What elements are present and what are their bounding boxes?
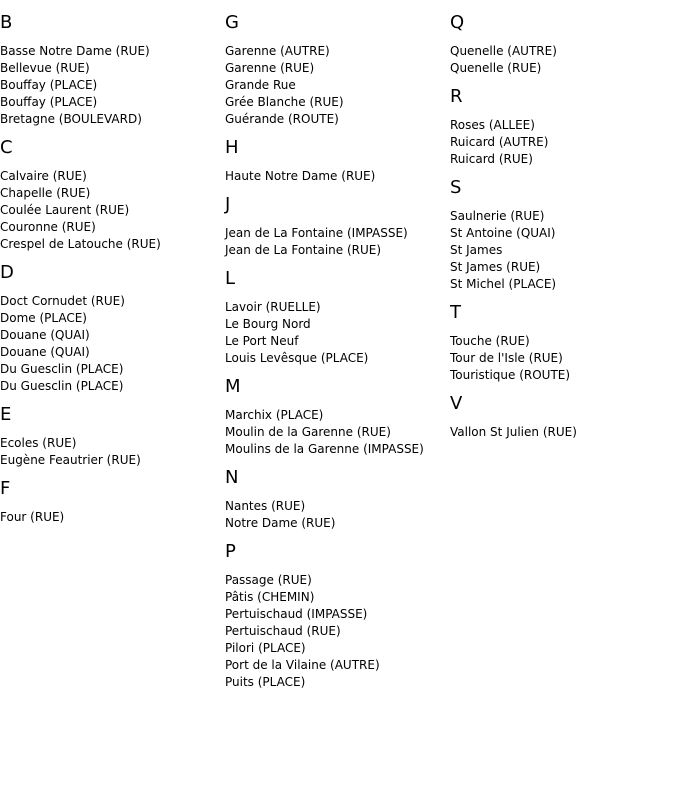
street-list-item[interactable]: Le Port Neuf bbox=[225, 334, 299, 348]
street-list-item[interactable]: Port de la Vilaine (AUTRE) bbox=[225, 658, 380, 672]
letter-heading: R bbox=[450, 86, 463, 107]
letter-heading: G bbox=[225, 12, 239, 33]
street-list bbox=[225, 168, 447, 185]
street-list-item[interactable]: Chapelle (RUE) bbox=[0, 186, 91, 200]
street-list-item[interactable]: Grande Rue bbox=[225, 78, 296, 92]
street-list-item[interactable]: Garenne (AUTRE) bbox=[225, 44, 330, 58]
letter-group bbox=[450, 177, 672, 293]
street-list-item[interactable]: Du Guesclin (PLACE) bbox=[0, 362, 124, 376]
street-list-item[interactable]: Pilori (PLACE) bbox=[225, 641, 306, 655]
street-list-item[interactable]: Coulée Laurent (RUE) bbox=[0, 203, 130, 217]
street-list-item[interactable]: Lavoir (RUELLE) bbox=[225, 300, 321, 314]
street-list-item[interactable]: Ecoles (RUE) bbox=[0, 436, 77, 450]
street-list-item[interactable]: Le Bourg Nord bbox=[225, 317, 311, 331]
street-list-item[interactable]: Pertuischaud (RUE) bbox=[225, 624, 341, 638]
street-list-item[interactable]: St Michel (PLACE) bbox=[450, 277, 557, 291]
street-list-item[interactable]: St James (RUE) bbox=[450, 260, 541, 274]
street-list-item[interactable]: Garenne (RUE) bbox=[225, 61, 315, 75]
letter-heading: L bbox=[225, 268, 236, 289]
letter-group bbox=[225, 376, 447, 458]
letter-heading: S bbox=[450, 177, 462, 198]
street-list-item[interactable]: Tour de l'Isle (RUE) bbox=[450, 351, 563, 365]
street-list bbox=[450, 333, 672, 384]
street-list-item[interactable]: Grée Blanche (RUE) bbox=[225, 95, 344, 109]
street-list-item[interactable]: St James bbox=[450, 243, 503, 257]
letter-heading: N bbox=[225, 467, 239, 488]
index-column-2 bbox=[225, 12, 447, 700]
letter-group bbox=[450, 86, 672, 168]
letter-group bbox=[0, 137, 222, 253]
letter-heading: C bbox=[0, 137, 13, 158]
letter-group bbox=[0, 478, 222, 526]
index-column-3 bbox=[450, 12, 672, 450]
street-list-item[interactable]: Pertuischaud (IMPASSE) bbox=[225, 607, 368, 621]
street-list-item[interactable]: Crespel de Latouche (RUE) bbox=[0, 237, 161, 251]
street-list-item[interactable]: Bretagne (BOULEVARD) bbox=[0, 112, 142, 126]
street-list-item[interactable]: St Antoine (QUAI) bbox=[450, 226, 556, 240]
index-column-1 bbox=[0, 12, 222, 535]
street-list bbox=[225, 225, 447, 259]
letter-group bbox=[0, 262, 222, 395]
street-list-item[interactable]: Basse Notre Dame (RUE) bbox=[0, 44, 150, 58]
street-list bbox=[450, 208, 672, 293]
street-list bbox=[0, 43, 222, 128]
street-list-item[interactable]: Touche (RUE) bbox=[450, 334, 530, 348]
street-list-item[interactable]: Notre Dame (RUE) bbox=[225, 516, 336, 530]
street-list-item[interactable]: Quenelle (AUTRE) bbox=[450, 44, 557, 58]
street-list-item[interactable]: Bouffay (PLACE) bbox=[0, 95, 98, 109]
street-list-item[interactable]: Haute Notre Dame (RUE) bbox=[225, 169, 376, 183]
letter-group bbox=[225, 12, 447, 128]
street-list-item[interactable]: Jean de La Fontaine (RUE) bbox=[225, 243, 382, 257]
street-list-item[interactable]: Touristique (ROUTE) bbox=[450, 368, 571, 382]
street-list bbox=[0, 435, 222, 469]
street-list-item[interactable]: Douane (QUAI) bbox=[0, 345, 90, 359]
letter-heading: V bbox=[450, 393, 463, 414]
letter-heading: Q bbox=[450, 12, 465, 33]
letter-group bbox=[450, 393, 672, 441]
street-list-item[interactable]: Ruicard (AUTRE) bbox=[450, 135, 549, 149]
letter-heading: D bbox=[0, 262, 14, 283]
street-list-item[interactable]: Eugène Feautrier (RUE) bbox=[0, 453, 141, 467]
letter-heading: J bbox=[225, 194, 231, 215]
street-list bbox=[0, 168, 222, 253]
street-list bbox=[450, 43, 672, 77]
letter-heading: T bbox=[450, 302, 461, 323]
street-list-item[interactable]: Bellevue (RUE) bbox=[0, 61, 90, 75]
street-list bbox=[225, 299, 447, 367]
street-list-item[interactable]: Quenelle (RUE) bbox=[450, 61, 542, 75]
letter-heading: F bbox=[0, 478, 11, 499]
street-list-item[interactable]: Guérande (ROUTE) bbox=[225, 112, 339, 126]
street-list bbox=[450, 424, 672, 441]
street-list-item[interactable]: Jean de La Fontaine (IMPASSE) bbox=[225, 226, 408, 240]
street-list bbox=[225, 43, 447, 128]
street-list-item[interactable]: Douane (QUAI) bbox=[0, 328, 90, 342]
street-list bbox=[225, 498, 447, 532]
letter-group bbox=[225, 541, 447, 691]
letter-heading: P bbox=[225, 541, 236, 562]
street-list-item[interactable]: Saulnerie (RUE) bbox=[450, 209, 545, 223]
street-list-item[interactable]: Bouffay (PLACE) bbox=[0, 78, 98, 92]
street-list-item[interactable]: Puits (PLACE) bbox=[225, 675, 306, 689]
street-list bbox=[0, 293, 222, 395]
street-list-item[interactable]: Moulin de la Garenne (RUE) bbox=[225, 425, 391, 439]
street-list-item[interactable]: Calvaire (RUE) bbox=[0, 169, 87, 183]
letter-heading: E bbox=[0, 404, 12, 425]
letter-group bbox=[0, 12, 222, 128]
letter-group bbox=[225, 194, 447, 259]
street-list-item[interactable]: Doct Cornudet (RUE) bbox=[0, 294, 125, 308]
letter-heading: M bbox=[225, 376, 241, 397]
street-list-item[interactable]: Four (RUE) bbox=[0, 510, 65, 524]
street-list-item[interactable]: Moulins de la Garenne (IMPASSE) bbox=[225, 442, 424, 456]
street-list-item[interactable]: Marchix (PLACE) bbox=[225, 408, 324, 422]
street-list-item[interactable]: Vallon St Julien (RUE) bbox=[450, 425, 577, 439]
street-list bbox=[225, 407, 447, 458]
street-list bbox=[450, 117, 672, 168]
letter-group bbox=[450, 12, 672, 77]
street-list-item[interactable]: Couronne (RUE) bbox=[0, 220, 96, 234]
street-list-item[interactable]: Passage (RUE) bbox=[225, 573, 312, 587]
letter-heading: B bbox=[0, 12, 13, 33]
letter-group bbox=[225, 137, 447, 185]
letter-heading: H bbox=[225, 137, 239, 158]
letter-group bbox=[450, 302, 672, 384]
letter-group bbox=[225, 268, 447, 367]
street-list-item[interactable]: Roses (ALLEE) bbox=[450, 118, 535, 132]
street-list-item[interactable]: Louis Levêsque (PLACE) bbox=[225, 351, 369, 365]
street-list-item[interactable]: Pâtis (CHEMIN) bbox=[225, 590, 315, 604]
street-list-item[interactable]: Ruicard (RUE) bbox=[450, 152, 533, 166]
letter-group bbox=[225, 467, 447, 532]
street-list bbox=[225, 572, 447, 691]
street-list-item[interactable]: Dome (PLACE) bbox=[0, 311, 87, 325]
street-list bbox=[0, 509, 222, 526]
street-list-item[interactable]: Du Guesclin (PLACE) bbox=[0, 379, 124, 393]
street-list-item[interactable]: Nantes (RUE) bbox=[225, 499, 306, 513]
letter-group bbox=[0, 404, 222, 469]
